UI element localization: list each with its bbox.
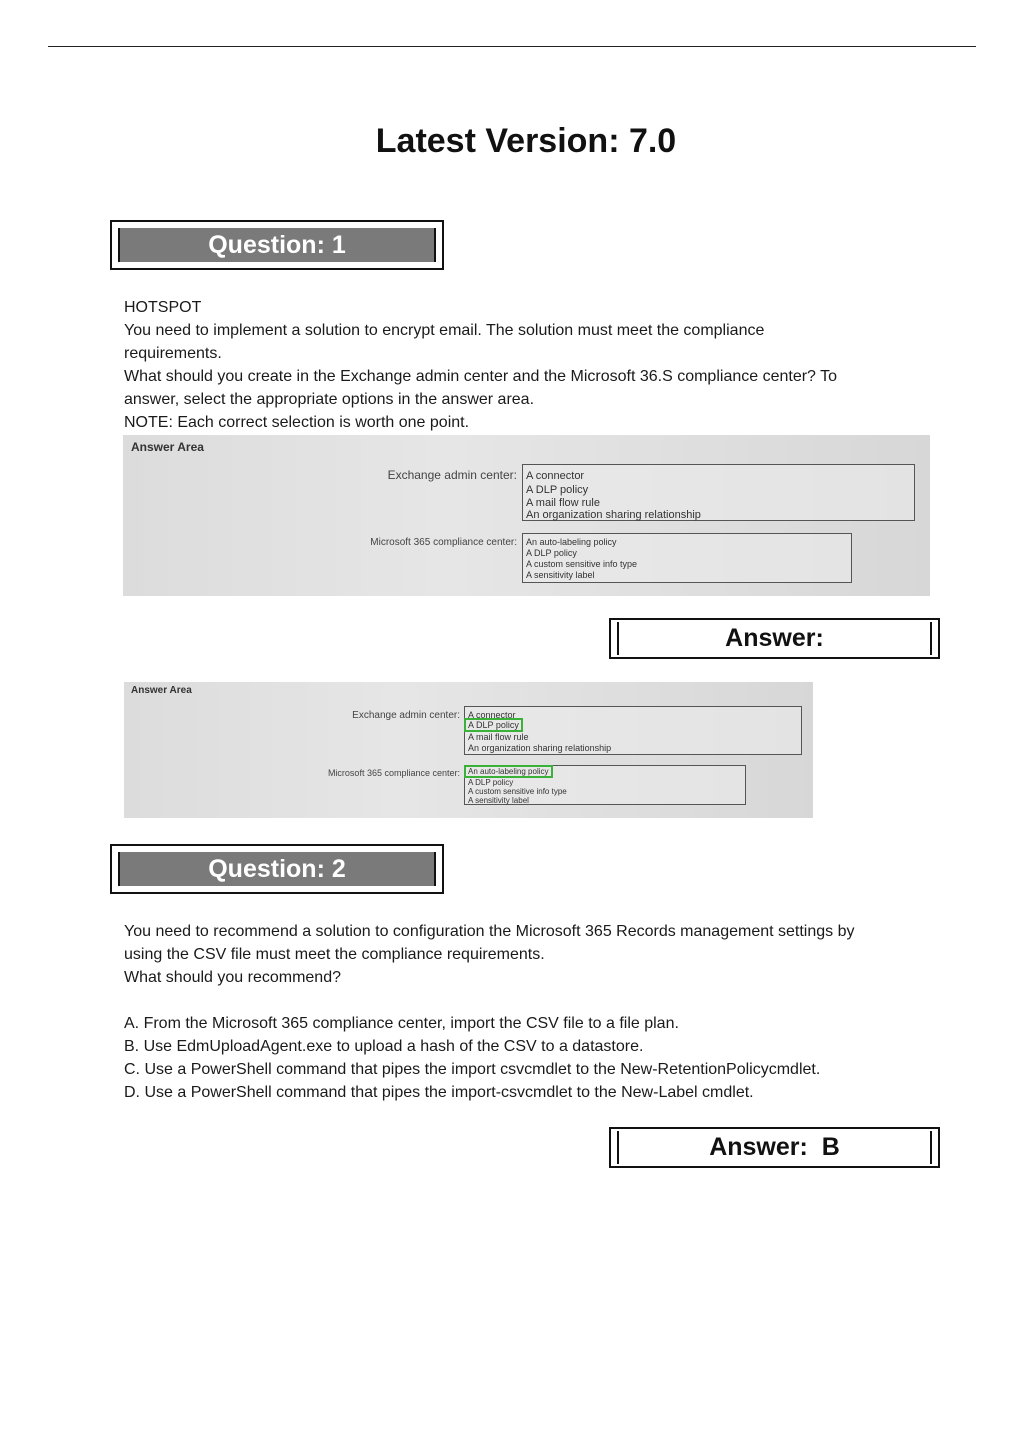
compliance-option[interactable]: A sensitivity label (526, 570, 595, 580)
question-2-answer-label: Answer: B (617, 1131, 932, 1164)
compliance-center-label: Microsoft 365 compliance center: (327, 768, 460, 778)
question-2-text (124, 920, 944, 989)
option-a: A. From the Microsoft 365 compliance center, import the CSV file to a file plan. (124, 1015, 679, 1032)
compliance-option[interactable]: A custom sensitive info type (526, 559, 638, 569)
exchange-admin-center-label: Exchange admin center: (387, 468, 517, 482)
question-1-line: answer, select the appropriate options in the answer area. (124, 391, 535, 408)
question-1-text (124, 296, 944, 434)
answer-area-solution-image (124, 682, 813, 818)
question-1-line: You need to implement a solution to encrypt email. The solution must meet the compliance (124, 322, 765, 339)
question-2-answer-banner (609, 1127, 940, 1168)
compliance-option[interactable]: An auto-labeling policy (526, 537, 617, 547)
exchange-option[interactable]: A mail flow rule (526, 497, 600, 509)
top-rule (48, 46, 976, 47)
question-2-line: You need to recommend a solution to configuration the Microsoft 365 Records management settings by (124, 923, 855, 940)
exchange-admin-center-label: Exchange admin center: (352, 710, 460, 721)
option-c: C. Use a PowerShell command that pipes the import csvcmdlet to the New-RetentionPolicycmdlet. (124, 1061, 821, 1078)
exchange-option[interactable]: A connector (526, 470, 585, 482)
exchange-option-selected[interactable]: A DLP policy (468, 720, 519, 730)
option-d: D. Use a PowerShell command that pipes the import-csvcmdlet to the New-Label cmdlet. (124, 1084, 754, 1101)
question-2-banner (110, 844, 444, 894)
exchange-option[interactable]: A connector (468, 710, 516, 720)
question-2-options (124, 1012, 944, 1104)
exchange-option[interactable]: A DLP policy (526, 484, 589, 496)
question-1-line: NOTE: Each correct selection is worth one point. (124, 414, 470, 431)
question-1-banner (110, 220, 444, 270)
question-1-banner-label: Question: 1 (118, 228, 436, 262)
question-1-line: HOTSPOT (124, 299, 202, 316)
answer-area-image (123, 435, 930, 596)
question-2-line: What should you recommend? (124, 969, 341, 986)
option-b: B. Use EdmUploadAgent.exe to upload a hash of the CSV to a datastore. (124, 1038, 644, 1055)
answer-area-label: Answer Area (131, 440, 204, 454)
compliance-option[interactable]: A sensitivity label (468, 796, 529, 805)
exchange-option[interactable]: An organization sharing relationship (468, 743, 612, 753)
question-2-banner-label: Question: 2 (118, 852, 436, 886)
question-1-line: requirements. (124, 345, 222, 362)
answer-area-label: Answer Area (131, 685, 192, 696)
exchange-option[interactable]: A mail flow rule (468, 732, 529, 742)
question-2-line: using the CSV file must meet the compliance requirements. (124, 946, 545, 963)
page-title: Latest Version: 7.0 (375, 122, 677, 160)
compliance-option-selected[interactable]: An auto-labeling policy (468, 767, 549, 776)
compliance-option[interactable]: A DLP policy (526, 548, 577, 558)
question-1-answer-label: Answer: (617, 622, 932, 655)
question-1-answer-banner (609, 618, 940, 659)
compliance-center-label: Microsoft 365 compliance center: (370, 537, 517, 548)
compliance-option[interactable]: A custom sensitive info type (468, 787, 567, 796)
exchange-option[interactable]: An organization sharing relationship (526, 509, 701, 521)
question-1-line: What should you create in the Exchange admin center and the Microsoft 36.S compliance center? To (124, 368, 837, 385)
compliance-option[interactable]: A DLP policy (468, 778, 514, 787)
